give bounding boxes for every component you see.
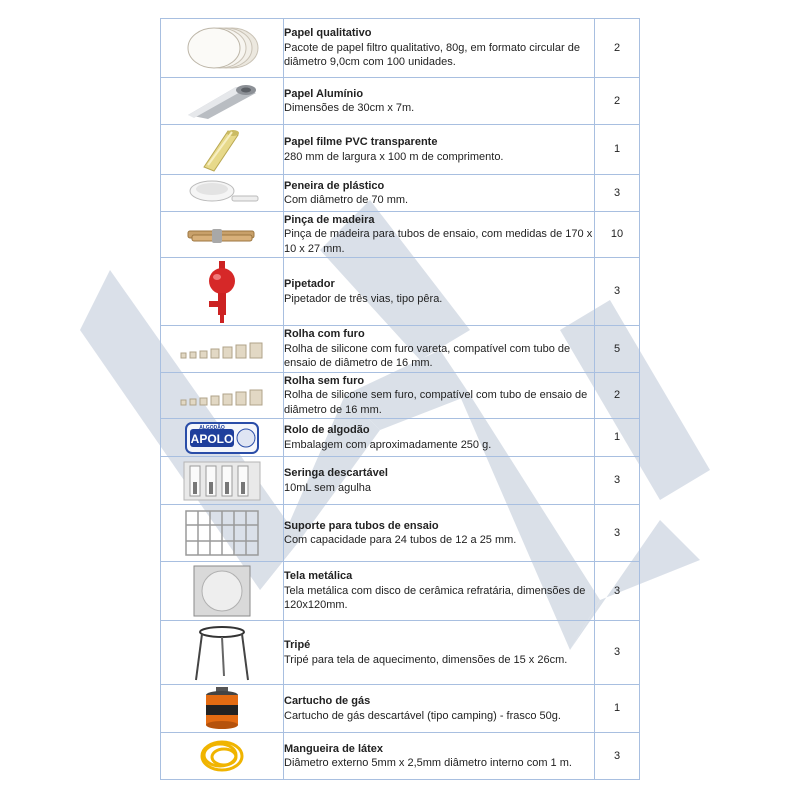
pipette-bulb-icon	[197, 261, 247, 323]
item-name: Peneira de plástico	[284, 179, 385, 192]
gas-cartridge-icon	[200, 687, 244, 731]
item-quantity: 10	[595, 212, 640, 258]
item-name: Suporte para tubos de ensaio	[284, 519, 439, 532]
table-row	[161, 373, 640, 419]
stoppers-icon	[177, 384, 267, 408]
item-name: Seringa descartável	[284, 467, 388, 479]
tripod-icon	[192, 624, 252, 682]
item-description: Pipetador de três vias, tipo pêra.	[284, 292, 443, 305]
item-name: Tripé	[284, 639, 311, 651]
table-row	[161, 125, 640, 175]
item-description: Com capacidade para 24 tubos de 12 a 25 mm.	[284, 534, 517, 546]
item-name: Papel filme PVC transparente	[284, 136, 438, 148]
table-row	[161, 419, 640, 457]
item-description: 10mL sem agulha	[284, 481, 372, 494]
item-quantity: 3	[595, 457, 640, 505]
table-row	[161, 457, 640, 505]
table-row	[161, 685, 640, 733]
item-description: 280 mm de largura x 100 m de comprimento.	[284, 150, 504, 163]
cotton-roll-icon	[184, 421, 260, 455]
item-quantity: 2	[595, 373, 640, 419]
table-row	[161, 258, 640, 326]
table-row	[161, 326, 640, 373]
latex-hose-icon	[192, 735, 252, 777]
item-quantity: 2	[595, 19, 640, 78]
item-description: Tela metálica com disco de cerâmica refratária, dimensões de 120x120mm.	[284, 584, 586, 612]
item-description: Com diâmetro de 70 mm.	[284, 194, 409, 206]
item-description: Pacote de papel filtro qualitativo, 80g, em formato circular de diâmetro 9,0cm com 100 unidades.	[284, 41, 580, 69]
table-row	[161, 78, 640, 125]
item-description: Embalagem com aproximadamente 250 g.	[284, 438, 492, 451]
test-tube-rack-icon	[180, 507, 264, 559]
cotton-brand: APOLO	[190, 431, 234, 446]
item-description: Rolha de silicone com furo vareta, compatível com tubo de ensaio de diâmetro de 16 mm.	[284, 342, 571, 370]
item-name: Cartucho de gás	[284, 695, 371, 707]
item-description: Cartucho de gás descartável (tipo camping) - frasco 50g.	[284, 709, 561, 722]
item-description: Rolha de silicone sem furo, compatível com tubo de ensaio de diâmetro de 16 mm.	[284, 389, 588, 416]
wire-gauze-icon	[192, 564, 252, 618]
wooden-clamp-icon	[182, 223, 262, 247]
item-quantity: 3	[595, 175, 640, 212]
aluminum-foil-icon	[182, 81, 262, 121]
table-row	[161, 733, 640, 780]
syringes-icon	[182, 460, 262, 502]
table-row	[161, 19, 640, 78]
table-row	[161, 562, 640, 621]
filter-paper-icon	[182, 24, 262, 72]
item-quantity: 1	[595, 419, 640, 457]
item-quantity: 3	[595, 505, 640, 562]
items-table	[160, 18, 640, 780]
table-row	[161, 505, 640, 562]
item-quantity: 1	[595, 125, 640, 175]
item-name: Tela metálica	[284, 570, 353, 583]
item-quantity: 3	[595, 562, 640, 621]
item-quantity: 3	[595, 258, 640, 326]
table-row	[161, 175, 640, 212]
item-name: Rolha sem furo	[284, 374, 365, 387]
item-quantity: 3	[595, 621, 640, 685]
item-quantity: 1	[595, 685, 640, 733]
item-name: Mangueira de látex	[284, 742, 384, 755]
item-name: Pipetador	[284, 278, 335, 290]
pvc-film-roll-icon	[192, 127, 252, 173]
table-row	[161, 212, 640, 258]
item-name: Rolha com furo	[284, 328, 365, 341]
item-quantity: 3	[595, 733, 640, 780]
item-quantity: 2	[595, 78, 640, 125]
item-name: Rolo de algodão	[284, 424, 370, 436]
table-row	[161, 621, 640, 685]
item-description: Tripé para tela de aquecimento, dimensões de 15 x 26cm.	[284, 653, 568, 666]
item-name: Papel qualitativo	[284, 27, 372, 40]
stoppers-with-hole-icon	[177, 337, 267, 361]
item-description: Pinça de madeira para tubos de ensaio, com medidas de 170 x 10 x 27 mm.	[284, 228, 593, 255]
item-description: Diâmetro externo 5mm x 2,5mm diâmetro interno com 1 m.	[284, 757, 572, 769]
item-name: Pinça de madeira	[284, 213, 375, 226]
item-name: Papel Alumínio	[284, 87, 364, 100]
item-quantity: 5	[595, 326, 640, 373]
cotton-brand-top: ALGODÃO	[199, 424, 225, 431]
plastic-sieve-icon	[182, 177, 262, 209]
item-description: Dimensões de 30cm x 7m.	[284, 102, 415, 114]
